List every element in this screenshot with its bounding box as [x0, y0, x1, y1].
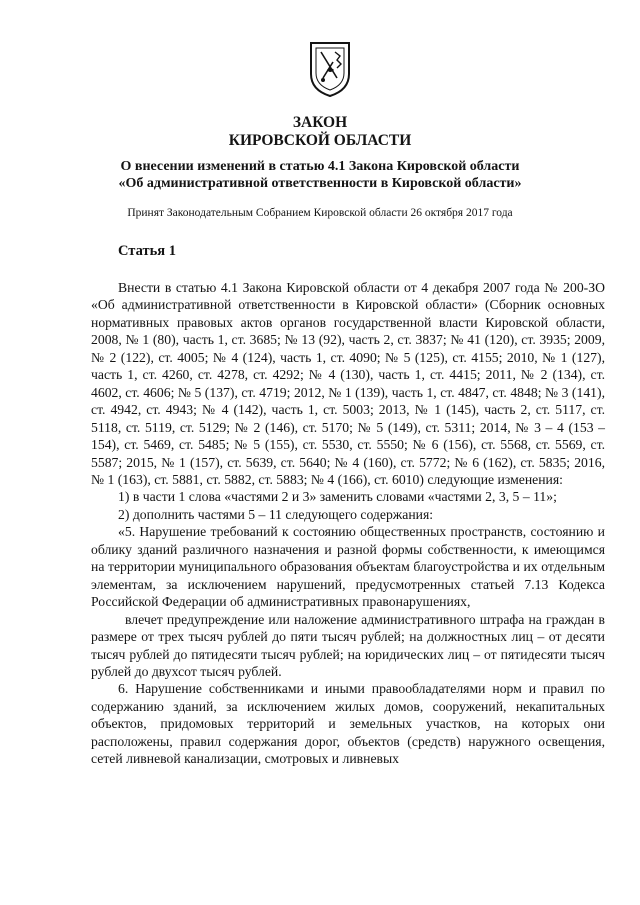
adoption-date: Принят Законодательным Собранием Кировской области 26 октября 2017 года — [127, 207, 513, 219]
law-region: КИРОВСКОЙ ОБЛАСТИ — [228, 132, 412, 149]
law-title: ЗАКОН — [292, 114, 348, 131]
law-subject-line2: «Об административной ответственности в Кировской области» — [118, 176, 522, 191]
part-6-paragraph: 6. Нарушение собственниками и иными правообладателями норм и правил по содержанию зданий, за исключением жилых домов, сооружений, некапитальных объектов, придомовых территорий и земельных участков, на которых они расположены, правил содержания дорог, объектов (средств) наружного освещения, сетей ливневой канализации, смотровых и ливневых — [91, 681, 605, 767]
amendment-item-1: 1) в части 1 слова «частями 2 и 3» заменить словами «частями 2, 3, 5 – 11»; — [118, 489, 557, 505]
amendment-item-2: 2) дополнить частями 5 – 11 следующего содержания: — [118, 506, 434, 522]
part-5-paragraph: «5. Нарушение требований к состоянию общественных пространств, состоянию и облику зданий различного назначения и разной формы собственности, к имеющимся на территории муниципального образования объектам благоустройства и их отдельным элементам, за исключением нарушений, предусмотренных статьей 7.13 Кодекса Российской Федерации об административных правонарушениях, — [91, 524, 605, 610]
document-body — [91, 279, 605, 768]
coat-of-arms-icon — [307, 40, 353, 98]
intro-paragraph: Внести в статью 4.1 Закона Кировской области от 4 декабря 2007 года № 200-ЗО «Об административной ответственности в Кировской области» (Сборник основных нормативных правовых актов органов государственной власти Кировской области, 2008, № 1 (80), часть 1, ст. 3685; № 13 (92), часть 2, ст. 3837; № 41 (120), ст. 3935; 2009, № 2 (122), ст. 4005; № 4 (124), часть 1, ст. 4090; № 5 (125), ст. 4155; 2010, № 1 (127), часть 1, ст. 4260, ст. 4278, ст. 4292; № 4 (130), часть 1, ст. 4415; 2011, № 2 (134), ст. 4602, ст. 4606; № 5 (137), ст. 4719; 2012, № 1 (139), часть 1, ст. 4847, ст. 4848; № 3 (141), ст. 4942, ст. 4943; № 4 (142), часть 1, ст. 5003; 2013, № 1 (145), часть 2, ст. 5117, ст. 5118, ст. 5119, ст. 5129; № 2 (146), ст. 5170; № 5 (149), ст. 5311; 2014, № 3 – 4 (153 – 154), ст. 5469, ст. 5485; № 5 (155), ст. 5530, ст. 5550; № 6 (156), ст. 5568, ст. 5569, ст. 5587; 2015, № 1 (157), ст. 5639, ст. 5640; № 4 (160), ст. 5772; № 6 (162), ст. 5835; 2016, № 1 (163), ст. 5881, ст. 5882, ст. 5883; № 4 (166), ст. 6010) следующие изменения: — [91, 280, 605, 487]
part-5-sanction: влечет предупреждение или наложение административного штрафа на граждан в размере от трех тысяч рублей до пяти тысяч рублей; на должностных лиц – от десяти тысяч рублей до пятидесяти тысяч рублей; на юридических лиц – от пятидесяти тысяч рублей до двухсот тысяч рублей. — [91, 611, 605, 679]
law-subject-line1: О внесении изменений в статью 4.1 Закона Кировской области — [120, 159, 520, 174]
article-heading: Статья 1 — [118, 243, 176, 259]
